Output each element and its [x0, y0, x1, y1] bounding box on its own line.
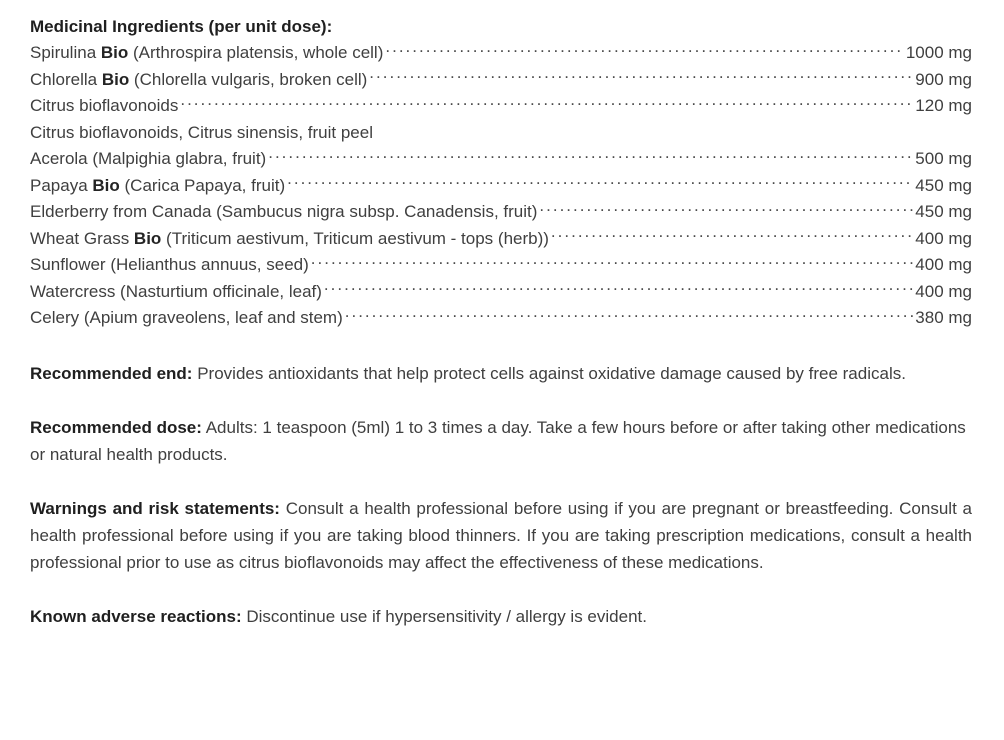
warnings-text: Consult a health professional before using if you are pregnant or breastfeeding. Consult a health professional before using if you are taking blood thinners. If you are taking prescription medications, consult a health professional prior to use as citrus bioflavonoids may affect the effectiveness of these medications.: [30, 498, 972, 572]
ingredient-row: [30, 252, 972, 279]
ingredient-amount: 120 mg: [915, 96, 972, 115]
ingredient-row: [30, 226, 972, 253]
recommended-end-text: Provides antioxidants that help protect cells against oxidative damage caused by free radicals.: [192, 363, 906, 383]
ingredient-name: Citrus bioflavonoids, Citrus sinensis, fruit peel: [30, 122, 373, 142]
ingredient-amount: 450 mg: [915, 175, 972, 195]
dot-leader: [268, 147, 913, 164]
dot-leader: [311, 253, 914, 270]
ingredient-name: Elderberry from Canada (Sambucus nigra subsp. Canadensis, fruit): [30, 202, 538, 221]
ingredient-name: Chlorella Bio (Chlorella vulgaris, broken cell): [30, 69, 368, 89]
ingredient-name: Citrus bioflavonoids: [30, 96, 179, 115]
warnings-label: Warnings and risk statements:: [30, 498, 280, 518]
dot-leader: [287, 174, 913, 191]
ingredient-row: [30, 146, 972, 173]
ingredient-amount: 400 mg: [915, 228, 972, 248]
recommended-dose-text: Adults: 1 teaspoon (5ml) 1 to 3 times a day. Take a few hours before or after taking other medications or natural health products.: [30, 417, 966, 464]
dot-leader: [180, 94, 913, 111]
adverse-reactions-section: [30, 603, 972, 630]
ingredient-amount: 500 mg: [915, 149, 972, 168]
ingredient-amount: 400 mg: [915, 255, 972, 274]
recommended-end-label: Recommended end:: [30, 363, 193, 383]
dot-leader: [324, 280, 913, 297]
ingredient-amount: 400 mg: [915, 281, 972, 301]
ingredient-row: [30, 279, 972, 306]
ingredient-name: Sunflower (Helianthus annuus, seed): [30, 255, 309, 274]
ingredient-amount: 380 mg: [915, 308, 972, 327]
adverse-reactions-label: Known adverse reactions:: [30, 606, 242, 626]
ingredient-row: [30, 93, 972, 120]
ingredient-name: Acerola (Malpighia glabra, fruit): [30, 149, 267, 168]
ingredient-row: [30, 199, 972, 226]
ingredient-row: [30, 67, 972, 94]
adverse-reactions-text: Discontinue use if hypersensitivity / allergy is evident.: [241, 606, 647, 626]
recommended-dose-label: Recommended dose:: [30, 417, 202, 437]
info-sections: [30, 360, 972, 630]
ingredient-name: Wheat Grass Bio (Triticum aestivum, Triticum aestivum - tops (herb)): [30, 228, 549, 248]
ingredient-amount: 450 mg: [915, 202, 972, 221]
ingredient-name: Watercress (Nasturtium officinale, leaf): [30, 281, 322, 301]
medicinal-ingredients-title: Medicinal Ingredients (per unit dose):: [30, 17, 333, 36]
ingredient-row: [30, 120, 972, 147]
warnings-section: [30, 495, 972, 576]
dot-leader: [539, 200, 913, 217]
ingredient-row: [30, 40, 972, 67]
ingredient-name: Celery (Apium graveolens, leaf and stem): [30, 308, 343, 327]
ingredient-name: Papaya Bio (Carica Papaya, fruit): [30, 175, 286, 195]
dot-leader: [345, 306, 914, 323]
recommended-end-section: [30, 360, 972, 387]
recommended-dose-section: [30, 414, 972, 468]
ingredient-amount: 900 mg: [915, 69, 972, 89]
dot-leader: [551, 227, 913, 244]
ingredient-amount: 1000 mg: [905, 43, 972, 62]
ingredient-name: Spirulina Bio (Arthrospira platensis, whole cell): [30, 43, 384, 62]
ingredient-list: [30, 40, 972, 332]
dot-leader: [369, 68, 913, 85]
dot-leader: [385, 41, 903, 58]
ingredient-row: [30, 173, 972, 200]
ingredient-row: [30, 305, 972, 332]
